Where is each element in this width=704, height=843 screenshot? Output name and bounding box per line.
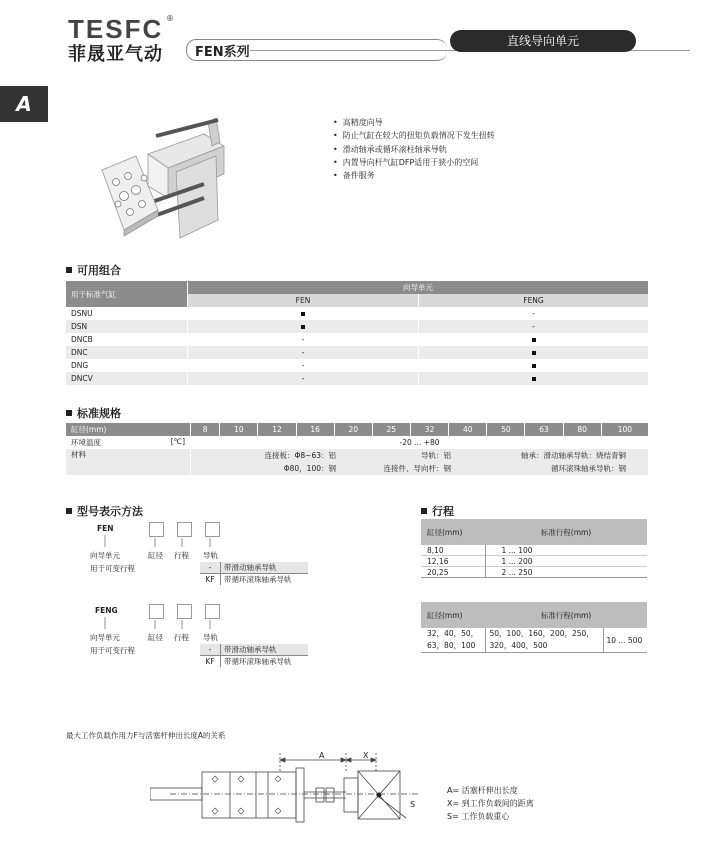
available-mark-icon	[419, 333, 649, 346]
feng-stroke-label: 行程	[174, 633, 189, 642]
material-label: 材料	[66, 449, 191, 475]
combo-heading: 可用组合	[66, 262, 121, 278]
fen-leader-lines	[100, 533, 220, 549]
spec-table	[66, 423, 649, 475]
force-diagram	[150, 748, 430, 840]
feng-bore-label: 缸径	[148, 633, 163, 642]
material-row-1: 连接板：Φ8~63：铝 导轨：铝 轴承：滑动轴承导轨：烧结青铜	[191, 449, 649, 462]
bullet-square-icon	[66, 267, 72, 273]
feng-guide-label: 导轨	[203, 633, 218, 642]
legend-item: S= 工作负载重心	[447, 812, 510, 821]
fen-guide-options: - 带滑动轴承导轨 KF 带循环滚珠轴承导轨	[200, 562, 308, 585]
bore-size-cell: 63	[525, 423, 563, 436]
bore-size-cell: 10	[220, 423, 258, 436]
bore-size-cell: 16	[296, 423, 334, 436]
brand-logo: TESFC	[68, 14, 164, 44]
not-available-mark: -	[188, 372, 419, 385]
fen-bore-label: 缸径	[148, 551, 163, 560]
not-available-mark: -	[188, 359, 419, 372]
bore-size-cell: 25	[372, 423, 410, 436]
bore-size-cell: 40	[449, 423, 487, 436]
feature-item: • 内置导向杆气缸DFP适用于狭小的空间	[333, 156, 495, 169]
combo-cylinder-name: DNG	[66, 359, 188, 372]
bore-size-cell: 100	[601, 423, 648, 436]
bullet-square-icon	[66, 508, 72, 514]
stroke-heading: 行程	[421, 503, 454, 519]
not-available-mark: -	[188, 333, 419, 346]
section-tab: A	[0, 86, 48, 122]
series-label: FEN系列	[195, 45, 250, 60]
not-available-mark: -	[188, 346, 419, 359]
available-mark-icon	[188, 320, 419, 333]
fen-guide-label: 导轨	[203, 551, 218, 560]
not-available-mark: -	[419, 320, 649, 333]
combo-sub-feng: FENG	[419, 294, 649, 307]
stroke-table-1: 缸径(mm) 标准行程(mm) 8,10 1 ... 100 12,16 1 ... 200 20,25 2 ... 250	[421, 519, 647, 578]
bore-size-cell: 50	[487, 423, 525, 436]
available-mark-icon	[419, 346, 649, 359]
fen-unit-label-2: 用于可变行程	[90, 564, 135, 573]
not-available-mark: -	[419, 307, 649, 320]
spec-heading: 标准规格	[66, 405, 121, 421]
fen-stroke-label: 行程	[174, 551, 189, 560]
stroke-table-2: 缸径(mm) 标准行程(mm) 32，40，50， 63，80，100 50，100，160，200，250， 320，400，500 10 ... 500	[421, 602, 647, 653]
model-heading: 型号表示方法	[66, 503, 143, 519]
feature-item: • 滑动轴承或循环滚柱轴承导轨	[333, 143, 495, 156]
legend-item: X= 到工作负载间的距离	[447, 799, 534, 808]
feature-list	[333, 116, 495, 182]
page-title: 直线导向单元	[450, 30, 636, 52]
fen-unit-label: 向导单元	[90, 551, 120, 560]
combo-row	[66, 320, 649, 333]
combo-row	[66, 346, 649, 359]
bore-size-cell: 32	[411, 423, 449, 436]
registered-mark: ®	[166, 14, 174, 23]
material-row-2: Φ80，100：钢 连接件、导向杆：钢 循环滚珠轴承导轨：钢	[191, 462, 649, 475]
dim-x-label: X	[363, 751, 369, 760]
combo-group-header: 向导单元	[188, 281, 649, 294]
bore-size-cell: 8	[191, 423, 220, 436]
bore-size-cell: 12	[258, 423, 296, 436]
diagram-caption: 最大工作负载作用力F与活塞杆伸出长度A的关系	[66, 731, 226, 740]
available-mark-icon	[188, 307, 419, 320]
bullet-square-icon	[66, 410, 72, 416]
combo-cylinder-name: DSNU	[66, 307, 188, 320]
bore-size-cell: 80	[563, 423, 601, 436]
combo-sub-fen: FEN	[188, 294, 419, 307]
combo-table	[66, 281, 649, 385]
feature-item: • 防止气缸在较大的扭矩负载情况下发生扭转	[333, 129, 495, 142]
s-label: S	[410, 800, 416, 809]
bullet-square-icon	[421, 508, 427, 514]
combo-col-header: 用于标准气缸	[66, 281, 188, 307]
dim-a-label: A	[319, 751, 325, 760]
combo-row	[66, 307, 649, 320]
combo-cylinder-name: DSN	[66, 320, 188, 333]
bore-label: 缸径(mm)	[66, 423, 191, 436]
available-mark-icon	[419, 359, 649, 372]
legend-item: A= 活塞杆伸出长度	[447, 786, 518, 795]
combo-row	[66, 372, 649, 385]
temp-label: 环境温度 [℃]	[66, 436, 191, 449]
combo-row	[66, 359, 649, 372]
feng-leader-lines	[100, 615, 220, 631]
combo-cylinder-name: DNCV	[66, 372, 188, 385]
combo-cylinder-name: DNCB	[66, 333, 188, 346]
brand-name-cn: 菲晟亚气动	[68, 44, 163, 65]
feature-item: • 高精度向导	[333, 116, 495, 129]
diagram-legend	[447, 784, 534, 823]
feature-item: • 备件服务	[333, 169, 495, 182]
feng-guide-options: - 带滑动轴承导轨 KF 带循环滚珠轴承导轨	[200, 644, 308, 667]
product-image	[96, 112, 246, 252]
fen-code: FEN	[97, 524, 114, 533]
combo-cylinder-name: DNC	[66, 346, 188, 359]
temp-value: -20 ... +80	[191, 436, 649, 449]
feng-unit-label: 向导单元	[90, 633, 120, 642]
available-mark-icon	[419, 372, 649, 385]
bore-size-cell: 20	[334, 423, 372, 436]
combo-row	[66, 333, 649, 346]
feng-unit-label-2: 用于可变行程	[90, 646, 135, 655]
center-of-gravity-marker	[377, 793, 382, 798]
feng-code: FENG	[95, 606, 118, 615]
